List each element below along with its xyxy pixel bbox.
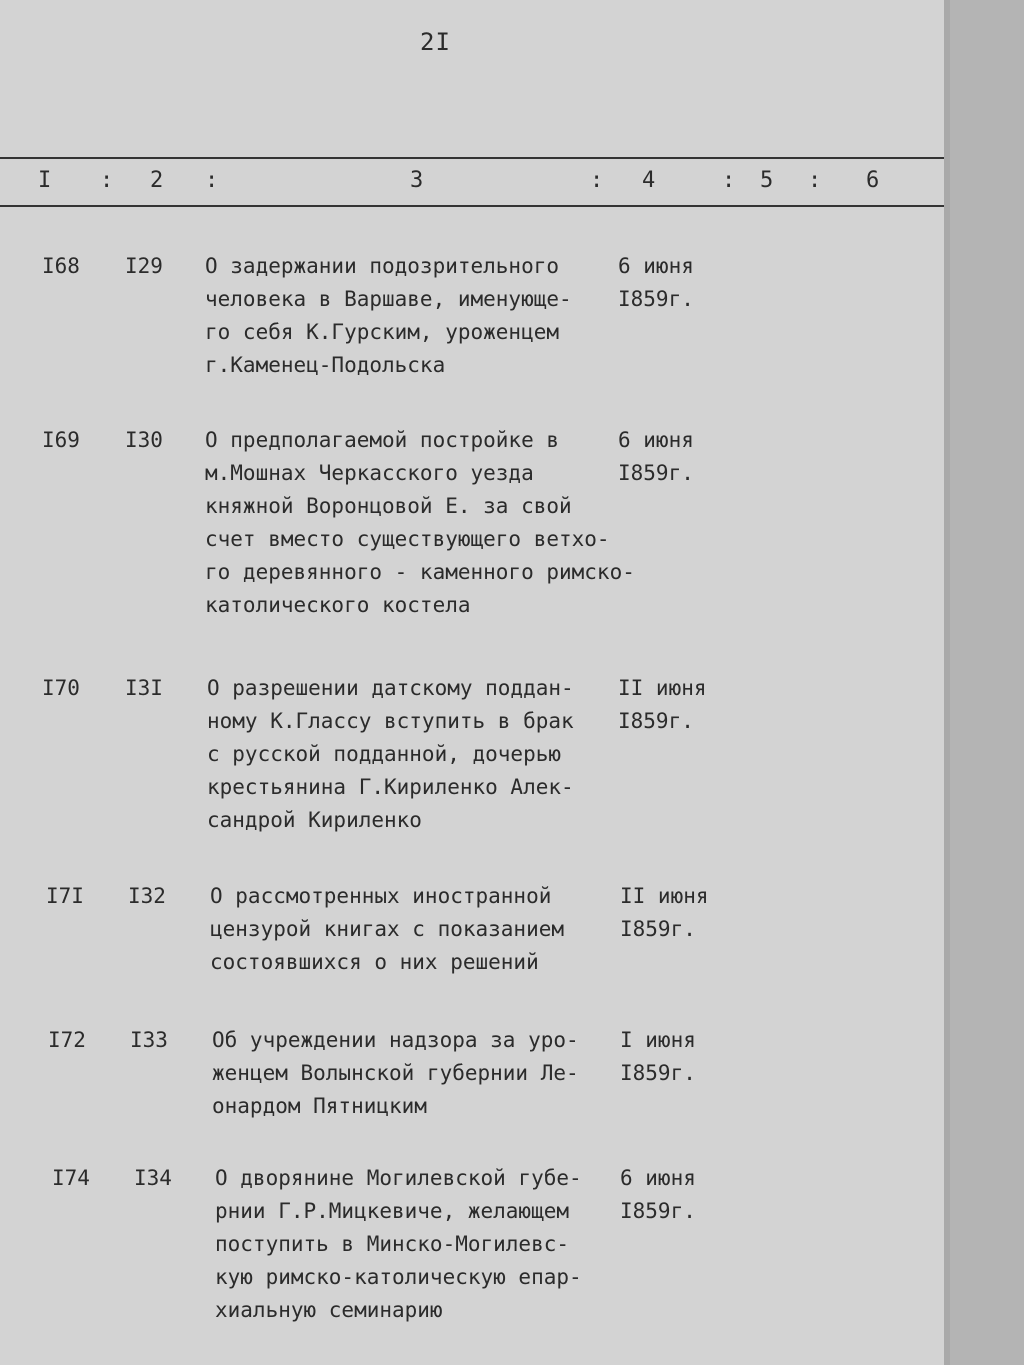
entry-description: Об учреждении надзора за уро- женцем Волынской губернии Ле- онардом Пятницким — [212, 1028, 579, 1118]
entry-date: II июня I859г. — [620, 884, 709, 941]
page-edge-shadow — [944, 0, 950, 1365]
underlying-page — [950, 0, 1024, 1365]
table-header-bottom-rule — [0, 205, 950, 207]
entry-date: 6 июня I859г. — [620, 1166, 696, 1223]
entry-date: I июня I859г. — [620, 1028, 696, 1085]
entry-date: 6 июня I859г. — [618, 428, 694, 485]
entry-description: О дворянине Могилевской губе- рнии Г.Р.Мицкевиче, желающем поступить в Минско-Могилевс- кую римско-католическую епар- хиальную семинарию — [215, 1166, 582, 1322]
column-header-3: 3 — [410, 168, 424, 193]
column-header-5: 5 — [760, 168, 774, 193]
entry-case-number: I33 — [130, 1028, 168, 1052]
column-separator: : — [808, 168, 822, 193]
entry-case-number: I32 — [128, 884, 166, 908]
column-separator: : — [590, 168, 604, 193]
entry-list-number: I72 — [48, 1028, 86, 1052]
column-header-1: I — [38, 168, 52, 193]
page-number: 2I — [420, 28, 451, 56]
column-header-6: 6 — [866, 168, 880, 193]
entry-case-number: I34 — [134, 1166, 172, 1190]
entry-list-number: I74 — [52, 1166, 90, 1190]
column-header-2: 2 — [150, 168, 164, 193]
column-separator: : — [100, 168, 114, 193]
entry-case-number: I29 — [125, 254, 163, 278]
entry-case-number: I30 — [125, 428, 163, 452]
entry-date: II июня I859г. — [618, 676, 707, 733]
entry-case-number: I3I — [125, 676, 163, 700]
entry-list-number: I70 — [42, 676, 80, 700]
entry-date: 6 июня I859г. — [618, 254, 694, 311]
entry-list-number: I7I — [46, 884, 84, 908]
column-separator: : — [722, 168, 736, 193]
column-separator: : — [205, 168, 219, 193]
entry-list-number: I68 — [42, 254, 80, 278]
table-header-top-rule — [0, 157, 950, 159]
column-header-4: 4 — [642, 168, 656, 193]
entry-description: О рассмотренных иностранной цензурой книгах с показанием состоявшихся о них решений — [210, 884, 565, 974]
entry-description: О разрешении датскому поддан- ному К.Глассу вступить в брак с русской подданной, дочерью крестьянина Г.Кириленко Алек- сандрой Кириленко — [207, 676, 574, 832]
entry-description: О предполагаемой постройке в м.Мошнах Черкасского уезда княжной Воронцовой Е. за свой счет вместо существующего ветхо- го деревянного - каменного римско- католического костела — [205, 428, 635, 617]
entry-list-number: I69 — [42, 428, 80, 452]
entry-description: О задержании подозрительного человека в Варшаве, именующе- го себя К.Гурским, уроженцем г.Каменец-Подольска — [205, 254, 572, 377]
